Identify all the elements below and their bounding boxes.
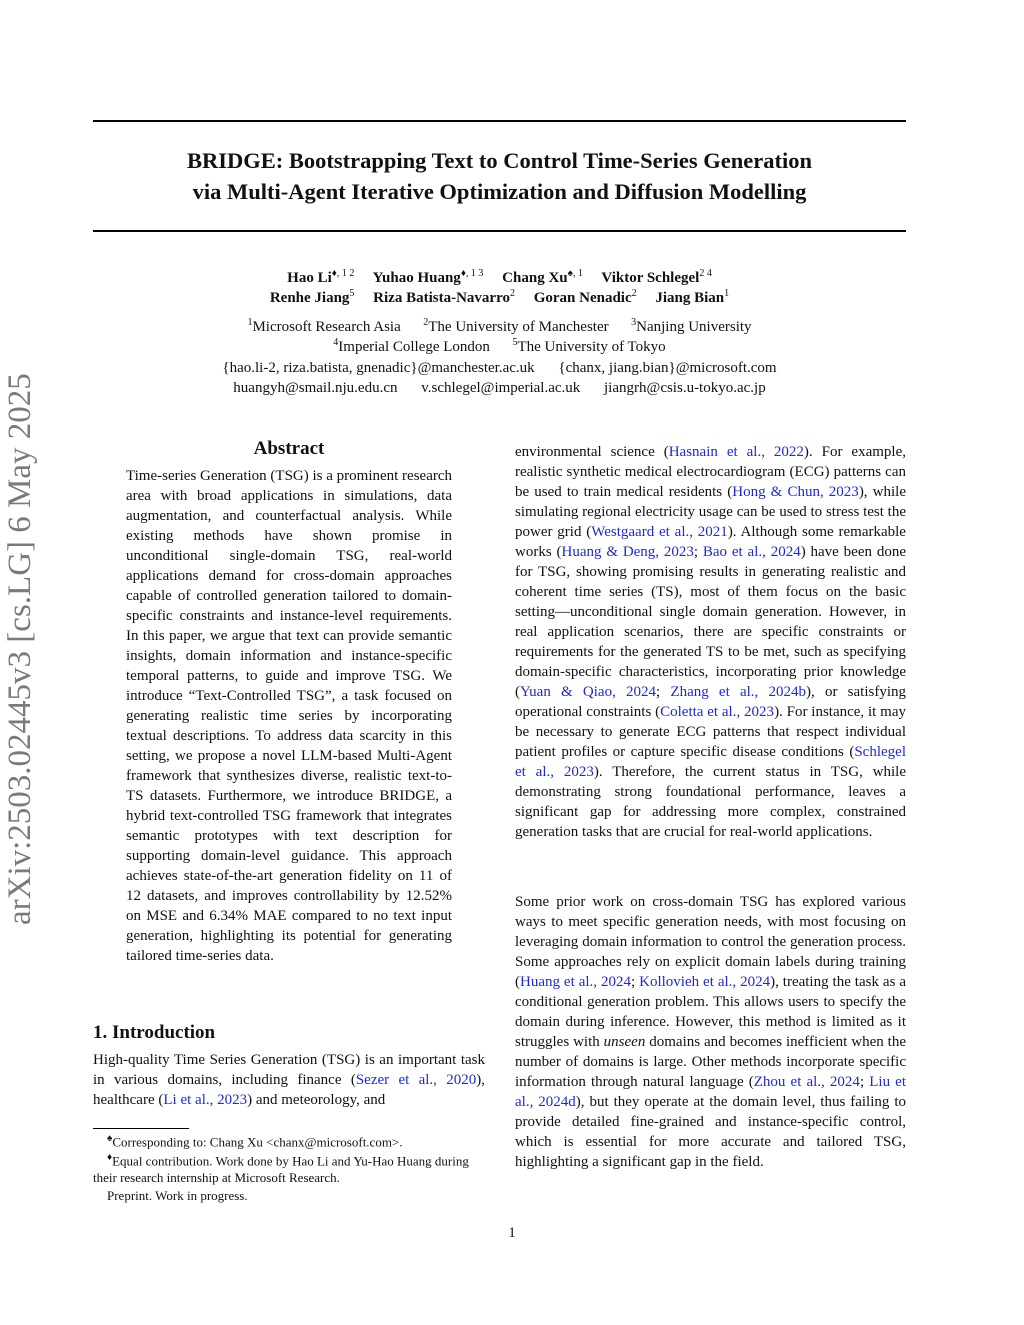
authors-line-1	[93, 268, 906, 287]
citation-link[interactable]: Schlegel et al., 2023	[515, 744, 906, 780]
citation-link[interactable]: Kollovieh et al., 2024	[639, 974, 771, 990]
footnotes	[93, 1131, 485, 1204]
title-line-1: BRIDGE: Bootstrapping Text to Control Time-Series Generation	[186, 148, 812, 173]
text-run: ). For instance, it may be necessary to generate ECG patterns that respect individual patient profiles or capture specific disease conditions (	[515, 704, 906, 760]
footnote-corresponding: ♠Corresponding to: Chang Xu <chanx@microsoft.com>.	[107, 1133, 403, 1150]
emails-line-2	[93, 378, 906, 398]
arxiv-identifier: arXiv:2503.02445v3 [cs.LG] 6 May 2025	[2, 373, 38, 925]
email: jiangrh@csis.u-tokyo.ac.jp	[604, 380, 766, 396]
title-line-2: via Multi-Agent Iterative Optimization and Diffusion Modelling	[192, 179, 807, 204]
author: Hao $Li^{♦, 1 2}$	[287, 268, 355, 286]
citation-link[interactable]: Bao et al., 2024	[702, 544, 801, 560]
introduction-heading: 1. Introduction	[93, 1022, 216, 1043]
text-run: ), or satisfying operational constraints (	[515, 684, 906, 720]
author: Yuhao Huang$^{♦, 1 3}$	[372, 268, 484, 286]
paper-title	[93, 145, 906, 207]
affiliation: $^5$The University of Tokyo	[512, 337, 666, 355]
email: v.schlegel@imperial.ac.uk	[421, 380, 581, 396]
citation-link[interactable]: Zhang et al., 2024b	[670, 684, 806, 700]
text-run: ), treating the task as a conditional generation problem. This allows users to specify the domain during inference. However, this method is limited as it struggles with	[515, 974, 907, 1050]
introduction-paragraph: High-quality Time Series Generation (TSG) is an important task in various domains, including finance (Sezer et al., 2020), healthcare (Li et al., 2023) and meteorology, and	[93, 1052, 485, 1108]
affiliations-line-2	[93, 333, 906, 357]
citation-link[interactable]: Hong & Chun, 2023	[732, 484, 859, 500]
citation-link[interactable]: Huang et al., 2024	[520, 974, 631, 990]
citation-link[interactable]: Yuan & Qiao, 2024	[520, 684, 657, 700]
abstract-text: Time-series Generation (TSG) is a prominent research area with broad applications in simulations, data augmentation, and counterfactual analysis. While existing methods have shown promise in unconditional single-domain TSG, real-world applications demand for cross-domain approaches capable of controlled generation tailored to domain-specific constraints and instance-level requirements. In this paper, we argue that text can provide semantic insights, domain information and instance-specific temporal patterns, to guide and improve TSG. We introduce “Text-Controlled TSG”, a task focused on generating realistic time series by incorporating textual descriptions. To address data scarcity in this setting, we propose a novel LLM-based Multi-Agent framework that synthesizes diverse, realistic text-to-TS datasets. Furthermore, we introduce BRIDGE, a hybrid text-controlled TSG framework that integrates semantic prototypes with text description for supporting domain-level guidance. This approach achieves state-of-the-art generation fidelity on 11 of 12 datasets, and improves controllability by 12.52% on MSE and 6.34% MAE compared to no text input generation, highlighting its potential for generating tailored time-series data.	[126, 468, 453, 964]
text-run: ). Therefore, the current status in TSG, while demonstrating strong foundational performance, leaves a significant gap for addressing more complex, constrained generation tasks that are crucial for real-world applications.	[515, 764, 906, 840]
affiliation: $^4$Imperial College London	[333, 337, 490, 355]
right-column-paragraph-1	[515, 442, 906, 842]
text-run: Some prior work on cross-domain TSG has explored various ways to meet specific generation needs, with most focusing on leveraging domain information to control the generation process. Some approaches rely on explicit domain labels during training (	[515, 894, 906, 990]
text-run: ). Although some remarkable works (	[515, 524, 906, 560]
text-run: ;	[630, 974, 640, 990]
text-run: domains and becomes inefficient when the number of domains is large. Other methods incorporate specific information through natural language (	[515, 1034, 906, 1090]
email: {hao.li-2, riza.batista, gnenadic}@manchester.ac.uk	[222, 360, 535, 376]
affiliation: $^3$Nanjing University	[631, 317, 752, 335]
abstract-heading: Abstract	[253, 438, 325, 459]
text-run: ), while simulating regional electricity usage can be used to stress test the power grid (	[515, 484, 906, 540]
footnote-preprint: Preprint. Work in progress.	[107, 1187, 248, 1203]
author: Jiang Bian$^1$	[655, 288, 730, 306]
text-run: environmental science (	[515, 444, 669, 460]
authors-line-2	[93, 288, 906, 307]
text-run: ;	[656, 684, 671, 700]
author: Goran Nenadic$^2$	[533, 288, 637, 306]
text-run: ;	[859, 1074, 870, 1090]
footnote-rule	[93, 1128, 189, 1129]
right-column-paragraph-2	[515, 892, 906, 1172]
author: Viktor Schlegel$^{2 4}$	[601, 268, 712, 286]
citation-link[interactable]: Hasnain et al., 2022	[668, 444, 804, 460]
emphasis-text: unseen	[603, 1034, 646, 1050]
citation-link[interactable]: Liu et al., 2024d	[515, 1074, 907, 1110]
author: Riza Batista-Navarro$^2$	[373, 288, 515, 306]
author: Renhe Jiang$^5$	[269, 288, 355, 306]
affiliation: $^2$The University of Manchester	[423, 317, 609, 335]
citation-link[interactable]: Li et al., 2023	[163, 1092, 248, 1108]
author: Chang $Xu^{♠, 1}$	[502, 268, 583, 286]
citation-link[interactable]: Sezer et al., 2020	[355, 1072, 477, 1088]
emails-line-1	[93, 358, 906, 378]
citation-link[interactable]: Huang & Deng, 2023	[561, 544, 694, 560]
email: {chanx, jiang.bian}@microsoft.com	[558, 360, 777, 376]
title-top-rule	[93, 120, 906, 122]
citation-link[interactable]: Zhou et al., 2024	[753, 1074, 860, 1090]
title-bottom-rule	[93, 230, 906, 232]
email: huangyh@smail.nju.edu.cn	[233, 380, 398, 396]
affiliation: $^1$Microsoft Research Asia	[247, 317, 401, 335]
text-run: ), but they operate at the domain level, thus failing to provide detailed fine-grained and instance-specific control, which is essential for more accurate and tailored TSG, highlighting a significant gap in the field.	[515, 1094, 907, 1170]
page-number: 1	[508, 1225, 516, 1241]
citation-link[interactable]: Westgaard et al., 2021	[591, 524, 728, 540]
text-run: ) have been done for TSG, showing promising results in generating realistic and coherent time series (TS), most of them focus on the basic setting—unconditional single domain generation. However, in real application scenarios, there are specific constraints or requirements for the generated TS to be met, such as specifying domain-specific characteristics, incorporating prior knowledge (	[515, 544, 906, 700]
text-run: ). For example, realistic synthetic medical electrocardiogram (ECG) patterns can be used to train medical residents (	[515, 444, 906, 500]
citation-link[interactable]: Coletta et al., 2023	[660, 704, 775, 720]
footnote-equal-contribution: ♦Equal contribution. Work done by Hao Li and Yu-Hao Huang during their research internship at Microsoft Research.	[93, 1152, 469, 1185]
text-run: ;	[693, 544, 703, 560]
